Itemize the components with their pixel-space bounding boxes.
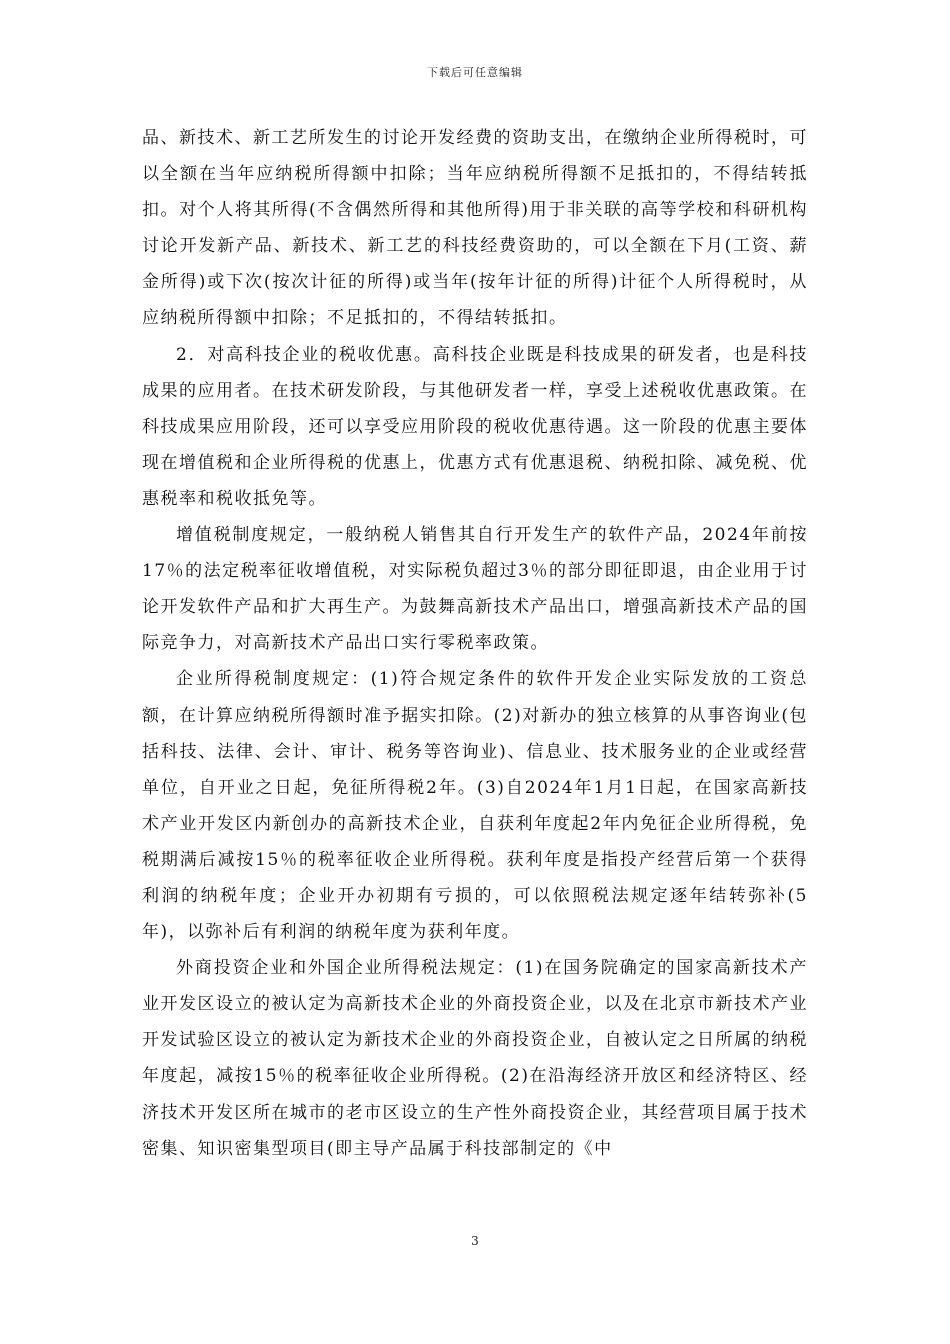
paragraph-4: 企业所得税制度规定：(1)符合规定条件的软件开发企业实际发放的工资总额，在计算应纳税所得额时准予据实扣除。(2)对新办的独立核算的从事咨询业(包括科技、法律、会计、审计、税务等咨询业)、信息业、技术服务业的企业或经营单位，自开业之日起，免征所得税2年。(3)自2024年1月1日起，在国家高新技术产业开发区内新创办的高新技术企业，自获利年度起2年内免征企业所得税，免税期满后减按15％的税率征收企业所得税。获利年度是指投产经营后第一个获得利润的纳税年度；企业开办初期有亏损的，可以依照税法规定逐年结转弥补(5年)，以弥补后有利润的纳税年度为获利年度。	[142, 669, 808, 943]
paragraph-3: 增值税制度规定，一般纳税人销售其自行开发生产的软件产品，2024年前按17％的法定税率征收增值税，对实际税负超过3％的部分即征即退，由企业用于讨论开发软件产品和扩大再生产。为鼓舞高新技术产品出口，增强高新技术产品的国际竞争力，对高新技术产品出口实行零税率政策。	[142, 525, 808, 654]
paragraph-5: 外商投资企业和外国企业所得税法规定：(1)在国务院确定的国家高新技术产业开发区设立的被认定为高新技术企业的外商投资企业，以及在北京市新技术产业开发试验区设立的被认定为新技术企业的外商投资企业，自被认定之日所属的纳税年度起，减按15％的税率征收企业所得税。(2)在沿海经济开放区和经济特区、经济技术开发区所在城市的老市区设立的生产性外商投资企业，其经营项目属于技术密集、知识密集型项目(即主导产品属于科技部制定的《中	[142, 958, 808, 1159]
paragraph-1: 品、新技术、新工艺所发生的讨论开发经费的资助支出，在缴纳企业所得税时，可以全额在当年应纳税所得额中扣除；当年应纳税所得额不足抵扣的，不得结转抵扣。对个人将其所得(不含偶然所得和其他所得)用于非关联的高等学校和科研机构讨论开发新产品、新技术、新工艺的科技经费资助的，可以全额在下月(工资、薪金所得)或下次(按次计征的所得)或当年(按年计征的所得)计征个人所得税时，从应纳税所得额中扣除；不足抵扣的，不得结转抵扣。	[142, 128, 808, 329]
document-body	[142, 120, 808, 1167]
page-number: 3	[471, 1234, 479, 1248]
page-header: 下载后可任意编辑	[427, 66, 523, 79]
paragraph-2: 2．对高科技企业的税收优惠。高科技企业既是科技成果的研发者，也是科技成果的应用者。在技术研发阶段，与其他研发者一样，享受上述税收优惠政策。在科技成果应用阶段，还可以享受应用阶段的税收优惠待遇。这一阶段的优惠主要体现在增值税和企业所得税的优惠上，优惠方式有优惠退税、纳税扣除、减免税、优惠税率和税收抵免等。	[142, 344, 808, 509]
